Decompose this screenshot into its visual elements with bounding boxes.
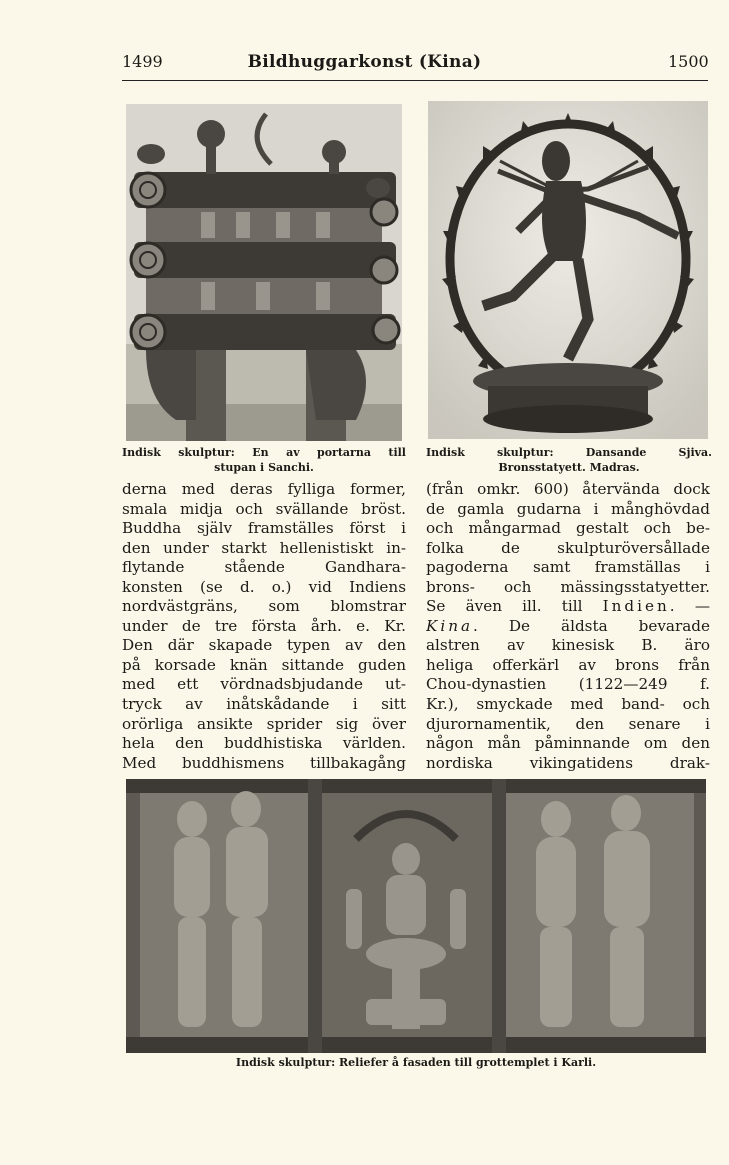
body-line: Kr.), smyckade med band- och xyxy=(426,695,710,714)
caption-figure-2-line-1: Indisk skulptur: Dansande Sjiva. xyxy=(426,446,712,459)
body-line: någon mån påminnande om den xyxy=(426,734,710,753)
caption-figure-3: Indisk skulptur: Reliefer å fasaden till grottemplet i Karli. xyxy=(235,1056,597,1069)
body-line: på korsade knän sittande guden xyxy=(122,655,406,674)
body-line: alstren av kinesisk B. äro xyxy=(426,636,710,655)
body-column-right xyxy=(426,480,710,773)
body-line: Buddha själv framställes först i xyxy=(122,519,406,538)
caption-figure-1-line-1: Indisk skulptur: En av portarna till xyxy=(122,446,406,459)
body-line: nordiska vikingatidens drak- xyxy=(426,753,710,772)
body-line: (från omkr. 600) återvända dock xyxy=(426,480,710,498)
photo-dancing-shiva xyxy=(428,101,708,439)
body-text: . — xyxy=(669,597,710,616)
body-line xyxy=(426,597,710,617)
body-line: med ett vördnadsbjudande ut- xyxy=(122,675,406,694)
body-text: . De äldsta bevarade xyxy=(473,616,710,635)
caption-figure-1 xyxy=(122,445,406,475)
body-line: djurornamentik, den senare i xyxy=(426,714,710,733)
body-text: Se även ill. till xyxy=(426,597,583,616)
cross-reference-indien: Indien xyxy=(602,597,670,616)
body-line: Med buddhismens tillbakagång xyxy=(122,753,406,772)
body-line: heliga offerkärl av brons från xyxy=(426,655,710,674)
caption-figure-2-line-2: Bronsstatyett. Madras. xyxy=(498,461,640,474)
body-line: Den där skapade typen av den xyxy=(122,636,406,655)
body-line: derna med deras fylliga former, xyxy=(122,480,406,498)
body-line: tryck av inåtskådande i sitt xyxy=(122,695,406,714)
body-line: konsten (se d. o.) vid Indiens xyxy=(122,577,406,596)
body-line: orörliga ansikte sprider sig över xyxy=(122,714,406,733)
body-column-left xyxy=(122,480,406,773)
body-line: brons- och mässingsstatyetter. xyxy=(426,577,710,596)
page-number-left: 1499 xyxy=(122,52,163,71)
body-line xyxy=(426,617,710,637)
body-line: de gamla gudarna i månghövdad xyxy=(426,499,710,518)
body-line: folka de skulpturöversållade xyxy=(426,538,710,557)
body-line: pagoderna samt framställas i xyxy=(426,558,710,577)
section-heading-kina: Kina xyxy=(426,616,474,635)
body-line: nordvästgräns, som blomstrar xyxy=(122,597,406,616)
body-line: flytande stående Gandhara- xyxy=(122,558,406,577)
photo-sanchi-gateway xyxy=(126,104,402,441)
body-line: den under starkt hellenistiskt in- xyxy=(122,538,406,557)
body-line: under de tre första årh. e. Kr. xyxy=(122,616,406,635)
body-line: Chou-dynastien (1122—249 f. xyxy=(426,675,710,694)
page-number-right: 1500 xyxy=(668,52,709,71)
photo-karli-reliefs xyxy=(126,779,706,1053)
caption-figure-2 xyxy=(426,445,712,475)
header-rule xyxy=(122,80,708,81)
caption-figure-1-line-2: stupan i Sanchi. xyxy=(214,461,314,474)
body-line: och mångarmad gestalt och be- xyxy=(426,519,710,538)
running-title: Bildhuggarkonst (Kina) xyxy=(247,52,482,72)
body-line: smala midja och svällande bröst. xyxy=(122,499,406,518)
body-line: hela den buddhistiska världen. xyxy=(122,734,406,753)
